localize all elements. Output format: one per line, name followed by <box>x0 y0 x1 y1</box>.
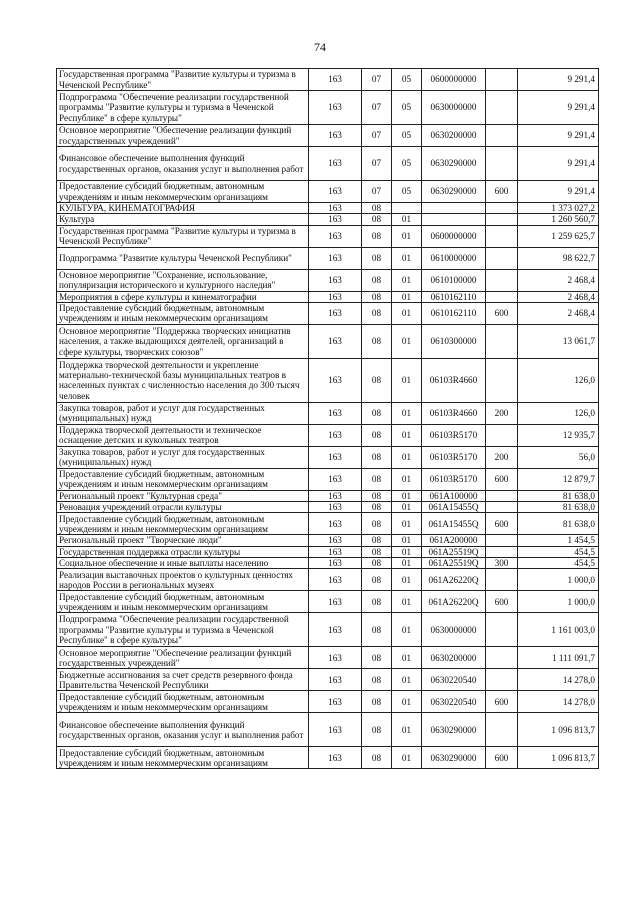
row-name-cell: Государственная программа "Развитие культуры и туризма в Чеченской Республике" <box>57 69 309 91</box>
row-rz-cell: 08 <box>362 647 392 669</box>
table-row <box>57 546 599 557</box>
row-ved-cell: 163 <box>309 669 362 691</box>
row-csr-cell: 06103R5170 <box>422 468 486 490</box>
row-csr-cell: 0610000000 <box>422 247 486 269</box>
row-csr-cell: 0630220540 <box>422 691 486 713</box>
row-name-cell: Реализация выставочных проектов о культурных ценностях народов России в региональных музеях <box>57 569 309 591</box>
row-ved-cell: 163 <box>309 490 362 501</box>
row-vr-cell: 600 <box>486 691 518 713</box>
row-name-cell: Основное мероприятие "Поддержка творческих инициатив населения, а также выдающихся деятелей, организаций в сфере культуры, творческих союзов" <box>57 324 309 358</box>
row-pr-cell: 01 <box>392 691 422 713</box>
row-sum-cell: 1 000,0 <box>518 569 599 591</box>
row-name-cell: Бюджетные ассигнования за счет средств резервного фонда Правительства Чеченской Республики <box>57 669 309 691</box>
row-ved-cell: 163 <box>309 269 362 291</box>
row-sum-cell: 81 638,0 <box>518 490 599 501</box>
row-sum-cell: 13 061,7 <box>518 324 599 358</box>
row-name-cell: Предоставление субсидий бюджетным, автономным учреждениям и иным некоммерческим организациям <box>57 747 309 769</box>
row-name-cell: Основное мероприятие "Обеспечение реализации функций государственных учреждений" <box>57 125 309 147</box>
row-name-cell: Подпрограмма "Обеспечение реализации государственной программы "Развитие культуры и туризма в Чеченской Республике" в сфере культуры" <box>57 613 309 647</box>
row-rz-cell: 08 <box>362 591 392 613</box>
row-name-cell: Подпрограмма "Развитие культуры Чеченской Республики" <box>57 247 309 269</box>
row-csr-cell: 0600000000 <box>422 69 486 91</box>
row-ved-cell: 163 <box>309 546 362 557</box>
row-rz-cell: 08 <box>362 358 392 402</box>
row-csr-cell: 061A26220Q <box>422 591 486 613</box>
table-row <box>57 125 599 147</box>
row-csr-cell: 0610300000 <box>422 324 486 358</box>
row-name-cell: Предоставление субсидий бюджетным, автономным учреждениям и иным некоммерческим организациям <box>57 591 309 613</box>
row-rz-cell: 08 <box>362 713 392 747</box>
row-pr-cell: 01 <box>392 669 422 691</box>
row-pr-cell: 01 <box>392 535 422 546</box>
row-vr-cell <box>486 69 518 91</box>
row-pr-cell: 01 <box>392 502 422 513</box>
table-row <box>57 669 599 691</box>
row-name-cell: Региональный проект "Творческие люди" <box>57 535 309 546</box>
row-csr-cell: 061A26220Q <box>422 569 486 591</box>
row-csr-cell: 061A25519Q <box>422 546 486 557</box>
row-ved-cell: 163 <box>309 181 362 203</box>
row-name-cell: Финансовое обеспечение выполнения функций государственных органов, оказания услуг и выполнения работ <box>57 147 309 181</box>
row-name-cell: Мероприятия в сфере культуры и кинематографии <box>57 291 309 302</box>
row-csr-cell: 0610100000 <box>422 269 486 291</box>
row-pr-cell: 05 <box>392 69 422 91</box>
row-ved-cell: 163 <box>309 147 362 181</box>
row-rz-cell: 08 <box>362 291 392 302</box>
row-rz-cell: 08 <box>362 446 392 468</box>
table-row <box>57 358 599 402</box>
row-sum-cell: 2 468,4 <box>518 269 599 291</box>
row-rz-cell: 08 <box>362 691 392 713</box>
row-vr-cell <box>486 324 518 358</box>
row-csr-cell: 0630200000 <box>422 647 486 669</box>
table-row <box>57 302 599 324</box>
row-pr-cell: 01 <box>392 558 422 569</box>
row-vr-cell: 600 <box>486 591 518 613</box>
row-sum-cell: 454,5 <box>518 558 599 569</box>
row-csr-cell: 0630000000 <box>422 613 486 647</box>
row-csr-cell: 0630290000 <box>422 747 486 769</box>
table-row <box>57 181 599 203</box>
row-pr-cell: 01 <box>392 747 422 769</box>
table-row <box>57 613 599 647</box>
row-pr-cell: 01 <box>392 613 422 647</box>
row-name-cell: Финансовое обеспечение выполнения функций государственных органов, оказания услуг и выполнения работ <box>57 713 309 747</box>
row-name-cell: Предоставление субсидий бюджетным, автономным учреждениям и иным некоммерческим организациям <box>57 302 309 324</box>
table-row <box>57 402 599 424</box>
row-csr-cell: 0610162110 <box>422 291 486 302</box>
row-name-cell: Предоставление субсидий бюджетным, автономным учреждениям и иным некоммерческим организациям <box>57 468 309 490</box>
row-ved-cell: 163 <box>309 535 362 546</box>
row-vr-cell: 200 <box>486 402 518 424</box>
row-name-cell: Социальное обеспечение и иные выплаты населению <box>57 558 309 569</box>
row-sum-cell: 1 259 625,7 <box>518 225 599 247</box>
row-ved-cell: 163 <box>309 225 362 247</box>
row-csr-cell: 0630290000 <box>422 147 486 181</box>
row-vr-cell <box>486 535 518 546</box>
row-rz-cell: 08 <box>362 513 392 535</box>
row-sum-cell: 1 260 560,7 <box>518 214 599 225</box>
row-vr-cell: 600 <box>486 513 518 535</box>
row-vr-cell <box>486 91 518 125</box>
row-csr-cell: 0630000000 <box>422 91 486 125</box>
row-ved-cell: 163 <box>309 468 362 490</box>
row-pr-cell: 01 <box>392 468 422 490</box>
table-row <box>57 747 599 769</box>
table-row <box>57 214 599 225</box>
row-ved-cell: 163 <box>309 324 362 358</box>
table-row <box>57 91 599 125</box>
table-row <box>57 424 599 446</box>
row-rz-cell: 08 <box>362 203 392 214</box>
row-rz-cell: 08 <box>362 569 392 591</box>
row-pr-cell: 01 <box>392 302 422 324</box>
row-vr-cell <box>486 358 518 402</box>
row-sum-cell: 12 879,7 <box>518 468 599 490</box>
row-sum-cell: 98 622,7 <box>518 247 599 269</box>
row-csr-cell: 061A15455Q <box>422 513 486 535</box>
table-row <box>57 247 599 269</box>
row-vr-cell: 600 <box>486 181 518 203</box>
row-csr-cell: 06103R4660 <box>422 402 486 424</box>
table-row <box>57 225 599 247</box>
row-rz-cell: 08 <box>362 558 392 569</box>
row-rz-cell: 07 <box>362 69 392 91</box>
row-ved-cell: 163 <box>309 402 362 424</box>
row-name-cell: Закупка товаров, работ и услуг для государственных (муниципальных) нужд <box>57 446 309 468</box>
table-row <box>57 69 599 91</box>
table-row <box>57 713 599 747</box>
row-pr-cell <box>392 203 422 214</box>
row-vr-cell <box>486 613 518 647</box>
row-sum-cell: 81 638,0 <box>518 513 599 535</box>
row-sum-cell: 126,0 <box>518 402 599 424</box>
table-row <box>57 591 599 613</box>
row-sum-cell: 1 000,0 <box>518 591 599 613</box>
row-name-cell: Предоставление субсидий бюджетным, автономным учреждениям и иным некоммерческим организациям <box>57 181 309 203</box>
row-name-cell: Подпрограмма "Обеспечение реализации государственной программы "Развитие культуры и туризма в Чеченской Республике" в сфере культуры" <box>57 91 309 125</box>
row-ved-cell: 163 <box>309 747 362 769</box>
row-ved-cell: 163 <box>309 613 362 647</box>
row-ved-cell: 163 <box>309 591 362 613</box>
row-pr-cell: 01 <box>392 214 422 225</box>
row-pr-cell: 01 <box>392 358 422 402</box>
row-ved-cell: 163 <box>309 424 362 446</box>
row-name-cell: Государственная поддержка отрасли культуры <box>57 546 309 557</box>
row-vr-cell <box>486 269 518 291</box>
row-csr-cell: 061A200000 <box>422 535 486 546</box>
row-sum-cell: 14 278,0 <box>518 669 599 691</box>
row-vr-cell <box>486 291 518 302</box>
row-vr-cell <box>486 713 518 747</box>
row-vr-cell <box>486 669 518 691</box>
row-csr-cell: 0630290000 <box>422 713 486 747</box>
table-row <box>57 203 599 214</box>
row-csr-cell: 061A25519Q <box>422 558 486 569</box>
row-pr-cell: 01 <box>392 247 422 269</box>
row-ved-cell: 163 <box>309 302 362 324</box>
table-row <box>57 147 599 181</box>
row-ved-cell: 163 <box>309 569 362 591</box>
row-rz-cell: 08 <box>362 402 392 424</box>
row-rz-cell: 08 <box>362 747 392 769</box>
row-csr-cell: 06103R5170 <box>422 446 486 468</box>
row-sum-cell: 12 935,7 <box>518 424 599 446</box>
row-name-cell: Закупка товаров, работ и услуг для государственных (муниципальных) нужд <box>57 402 309 424</box>
row-pr-cell: 01 <box>392 713 422 747</box>
row-ved-cell: 163 <box>309 247 362 269</box>
row-ved-cell: 163 <box>309 125 362 147</box>
row-csr-cell: 06103R4660 <box>422 358 486 402</box>
row-name-cell: Поддержка творческой деятельности и техническое оснащение детских и кукольных театров <box>57 424 309 446</box>
row-csr-cell: 0630290000 <box>422 181 486 203</box>
table-row <box>57 569 599 591</box>
row-rz-cell: 08 <box>362 324 392 358</box>
row-pr-cell: 01 <box>392 569 422 591</box>
row-name-cell: Поддержка творческой деятельности и укрепление материально-технической базы муниципальных театров в населенных пунктах с численностью населения до 300 тысяч человек <box>57 358 309 402</box>
row-rz-cell: 08 <box>362 546 392 557</box>
row-vr-cell <box>486 203 518 214</box>
row-ved-cell: 163 <box>309 91 362 125</box>
row-pr-cell: 01 <box>392 513 422 535</box>
row-ved-cell: 163 <box>309 502 362 513</box>
row-csr-cell <box>422 203 486 214</box>
row-sum-cell: 9 291,4 <box>518 125 599 147</box>
table-row <box>57 691 599 713</box>
row-ved-cell: 163 <box>309 214 362 225</box>
row-sum-cell: 56,0 <box>518 446 599 468</box>
row-sum-cell: 2 468,4 <box>518 291 599 302</box>
row-pr-cell: 01 <box>392 546 422 557</box>
row-sum-cell: 9 291,4 <box>518 147 599 181</box>
row-vr-cell: 600 <box>486 747 518 769</box>
row-sum-cell: 1 373 027,2 <box>518 203 599 214</box>
row-rz-cell: 08 <box>362 502 392 513</box>
row-rz-cell: 08 <box>362 535 392 546</box>
row-sum-cell: 1 161 003,0 <box>518 613 599 647</box>
row-rz-cell: 07 <box>362 125 392 147</box>
row-pr-cell: 01 <box>392 490 422 501</box>
row-pr-cell: 05 <box>392 147 422 181</box>
row-sum-cell: 9 291,4 <box>518 181 599 203</box>
row-ved-cell: 163 <box>309 647 362 669</box>
row-rz-cell: 08 <box>362 214 392 225</box>
row-rz-cell: 08 <box>362 613 392 647</box>
row-pr-cell: 01 <box>392 324 422 358</box>
row-csr-cell: 06103R5170 <box>422 424 486 446</box>
page-number: 74 <box>314 40 326 54</box>
row-name-cell: КУЛЬТУРА, КИНЕМАТОГРАФИЯ <box>57 203 309 214</box>
table-row <box>57 647 599 669</box>
row-ved-cell: 163 <box>309 558 362 569</box>
row-vr-cell <box>486 225 518 247</box>
row-name-cell: Предоставление субсидий бюджетным, автономным учреждениям и иным некоммерческим организациям <box>57 691 309 713</box>
table-row <box>57 502 599 513</box>
table-row <box>57 269 599 291</box>
row-name-cell: Предоставление субсидий бюджетным, автономным учреждениям и иным некоммерческим организациям <box>57 513 309 535</box>
budget-table-body <box>57 69 599 769</box>
row-sum-cell: 9 291,4 <box>518 69 599 91</box>
row-name-cell: Региональный проект "Культурная среда" <box>57 490 309 501</box>
row-name-cell: Культура <box>57 214 309 225</box>
row-pr-cell: 01 <box>392 647 422 669</box>
row-vr-cell <box>486 147 518 181</box>
row-ved-cell: 163 <box>309 203 362 214</box>
row-ved-cell: 163 <box>309 358 362 402</box>
row-sum-cell: 2 468,4 <box>518 302 599 324</box>
row-vr-cell <box>486 647 518 669</box>
table-row <box>57 490 599 501</box>
row-name-cell: Государственная программа "Развитие культуры и туризма в Чеченской Республике" <box>57 225 309 247</box>
row-sum-cell: 126,0 <box>518 358 599 402</box>
row-csr-cell: 0630200000 <box>422 125 486 147</box>
row-vr-cell <box>486 424 518 446</box>
row-pr-cell: 05 <box>392 125 422 147</box>
row-pr-cell: 01 <box>392 402 422 424</box>
row-vr-cell <box>486 247 518 269</box>
table-row <box>57 513 599 535</box>
row-sum-cell: 1 096 813,7 <box>518 747 599 769</box>
row-rz-cell: 08 <box>362 424 392 446</box>
table-row <box>57 446 599 468</box>
row-sum-cell: 81 638,0 <box>518 502 599 513</box>
row-vr-cell: 600 <box>486 302 518 324</box>
row-ved-cell: 163 <box>309 513 362 535</box>
row-sum-cell: 14 278,0 <box>518 691 599 713</box>
row-pr-cell: 05 <box>392 91 422 125</box>
row-pr-cell: 01 <box>392 424 422 446</box>
row-csr-cell: 061A15455Q <box>422 502 486 513</box>
row-pr-cell: 01 <box>392 269 422 291</box>
row-csr-cell: 0600000000 <box>422 225 486 247</box>
row-csr-cell <box>422 214 486 225</box>
row-rz-cell: 08 <box>362 669 392 691</box>
row-ved-cell: 163 <box>309 69 362 91</box>
row-vr-cell: 600 <box>486 468 518 490</box>
row-rz-cell: 08 <box>362 225 392 247</box>
table-row <box>57 324 599 358</box>
budget-table <box>56 68 599 769</box>
row-vr-cell: 300 <box>486 558 518 569</box>
row-pr-cell: 01 <box>392 291 422 302</box>
row-name-cell: Основное мероприятие "Обеспечение реализации функций государственных учреждений" <box>57 647 309 669</box>
row-csr-cell: 0610162110 <box>422 302 486 324</box>
row-sum-cell: 9 291,4 <box>518 91 599 125</box>
table-row <box>57 291 599 302</box>
row-csr-cell: 061A100000 <box>422 490 486 501</box>
row-ved-cell: 163 <box>309 291 362 302</box>
row-ved-cell: 163 <box>309 446 362 468</box>
row-csr-cell: 0630220540 <box>422 669 486 691</box>
row-rz-cell: 07 <box>362 181 392 203</box>
row-sum-cell: 1 454,5 <box>518 535 599 546</box>
row-sum-cell: 1 111 091,7 <box>518 647 599 669</box>
row-vr-cell <box>486 546 518 557</box>
row-rz-cell: 08 <box>362 247 392 269</box>
row-ved-cell: 163 <box>309 691 362 713</box>
row-ved-cell: 163 <box>309 713 362 747</box>
row-sum-cell: 1 096 813,7 <box>518 713 599 747</box>
row-pr-cell: 01 <box>392 591 422 613</box>
row-rz-cell: 08 <box>362 302 392 324</box>
row-rz-cell: 07 <box>362 147 392 181</box>
row-vr-cell <box>486 490 518 501</box>
row-rz-cell: 08 <box>362 269 392 291</box>
row-vr-cell <box>486 125 518 147</box>
row-pr-cell: 01 <box>392 446 422 468</box>
row-pr-cell: 05 <box>392 181 422 203</box>
row-vr-cell: 200 <box>486 446 518 468</box>
table-row <box>57 535 599 546</box>
row-vr-cell <box>486 502 518 513</box>
row-vr-cell <box>486 214 518 225</box>
row-rz-cell: 07 <box>362 91 392 125</box>
table-row <box>57 558 599 569</box>
row-pr-cell: 01 <box>392 225 422 247</box>
table-row <box>57 468 599 490</box>
row-sum-cell: 454,5 <box>518 546 599 557</box>
row-name-cell: Реновация учреждений отрасли культуры <box>57 502 309 513</box>
row-rz-cell: 08 <box>362 490 392 501</box>
row-rz-cell: 08 <box>362 468 392 490</box>
row-name-cell: Основное мероприятие "Сохранение, использование, популяризация исторического и культурного наследия" <box>57 269 309 291</box>
row-vr-cell <box>486 569 518 591</box>
